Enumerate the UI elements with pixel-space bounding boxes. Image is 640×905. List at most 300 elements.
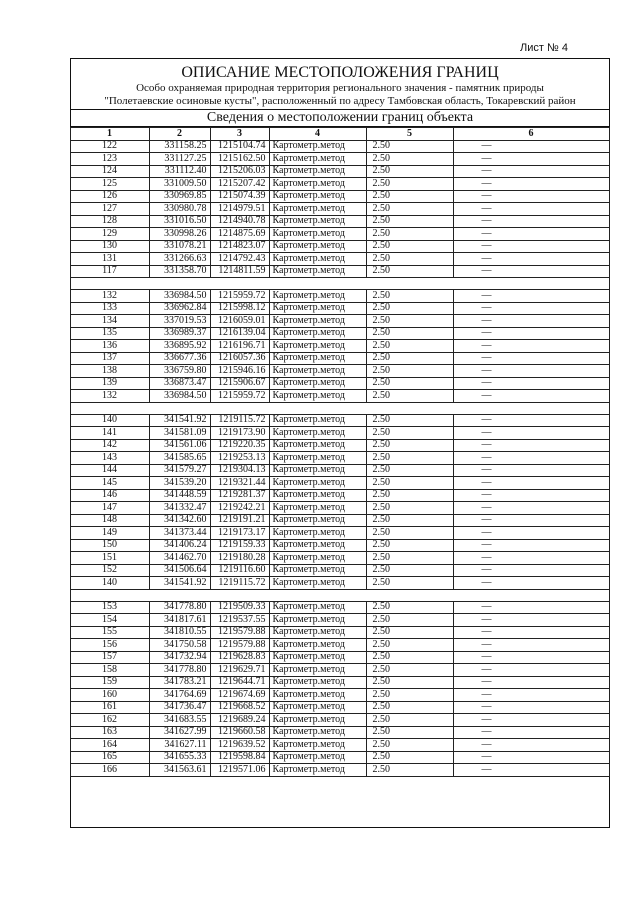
table-row (70, 414, 609, 427)
accuracy-cell: 2.50 (366, 639, 453, 652)
accuracy-cell: 2.50 (366, 577, 453, 590)
description-cell: — (453, 390, 609, 403)
table-row (70, 701, 609, 714)
x-coordinate-cell: 331112.40 (149, 165, 210, 178)
y-coordinate-cell: 1219579.88 (210, 626, 269, 639)
point-number-cell: 124 (70, 165, 149, 178)
x-coordinate-cell: 341342.60 (149, 514, 210, 527)
x-coordinate-cell: 336677.36 (149, 352, 210, 365)
table-row (70, 764, 609, 777)
point-number-cell: 144 (70, 464, 149, 477)
x-coordinate-cell: 341539.20 (149, 477, 210, 490)
point-number-cell: 160 (70, 689, 149, 702)
point-number-cell: 129 (70, 228, 149, 241)
point-number-cell: 137 (70, 352, 149, 365)
accuracy-cell: 2.50 (366, 489, 453, 502)
x-coordinate-cell: 331266.63 (149, 253, 210, 266)
x-coordinate-cell: 341579.27 (149, 464, 210, 477)
accuracy-cell: 2.50 (366, 689, 453, 702)
table-row (70, 228, 609, 241)
point-number-cell: 149 (70, 527, 149, 540)
method-cell: Картометр.метод (269, 614, 366, 627)
accuracy-cell: 2.50 (366, 439, 453, 452)
accuracy-cell: 2.50 (366, 228, 453, 241)
x-coordinate-cell: 341817.61 (149, 614, 210, 627)
accuracy-cell: 2.50 (366, 676, 453, 689)
description-cell: — (453, 639, 609, 652)
accuracy-cell: 2.50 (366, 414, 453, 427)
description-cell: — (453, 165, 609, 178)
y-coordinate-cell: 1219668.52 (210, 701, 269, 714)
table-row (70, 626, 609, 639)
y-coordinate-cell: 1219281.37 (210, 489, 269, 502)
method-cell: Картометр.метод (269, 514, 366, 527)
separator-cell (70, 589, 609, 601)
y-coordinate-cell: 1219660.58 (210, 726, 269, 739)
y-coordinate-cell: 1215206.03 (210, 165, 269, 178)
x-coordinate-cell: 341406.24 (149, 539, 210, 552)
accuracy-cell: 2.50 (366, 340, 453, 353)
description-cell: — (453, 190, 609, 203)
method-cell: Картометр.метод (269, 140, 366, 153)
y-coordinate-cell: 1215998.12 (210, 302, 269, 315)
x-coordinate-cell: 336984.50 (149, 290, 210, 303)
method-cell: Картометр.метод (269, 726, 366, 739)
document-frame (70, 58, 610, 828)
accuracy-cell: 2.50 (366, 165, 453, 178)
table-row (70, 639, 609, 652)
method-cell: Картометр.метод (269, 302, 366, 315)
method-cell: Картометр.метод (269, 327, 366, 340)
x-coordinate-cell: 341810.55 (149, 626, 210, 639)
table-row (70, 377, 609, 390)
accuracy-cell: 2.50 (366, 664, 453, 677)
point-number-cell: 138 (70, 365, 149, 378)
column-header: 3 (210, 128, 269, 141)
x-coordinate-cell: 336759.80 (149, 365, 210, 378)
table-row (70, 714, 609, 727)
x-coordinate-cell: 331158.25 (149, 140, 210, 153)
x-coordinate-cell: 337019.53 (149, 315, 210, 328)
y-coordinate-cell: 1214940.78 (210, 215, 269, 228)
table-row (70, 265, 609, 278)
y-coordinate-cell: 1214979.51 (210, 203, 269, 216)
method-cell: Картометр.метод (269, 265, 366, 278)
description-cell: — (453, 427, 609, 440)
table-row (70, 527, 609, 540)
y-coordinate-cell: 1215959.72 (210, 390, 269, 403)
description-cell: — (453, 327, 609, 340)
method-cell: Картометр.метод (269, 739, 366, 752)
method-cell: Картометр.метод (269, 564, 366, 577)
x-coordinate-cell: 341585.65 (149, 452, 210, 465)
table-row (70, 539, 609, 552)
point-number-cell: 128 (70, 215, 149, 228)
description-cell: — (453, 140, 609, 153)
document-header (71, 59, 609, 109)
table-row (70, 315, 609, 328)
description-cell: — (453, 414, 609, 427)
accuracy-cell: 2.50 (366, 215, 453, 228)
y-coordinate-cell: 1216059.01 (210, 315, 269, 328)
method-cell: Картометр.метод (269, 664, 366, 677)
y-coordinate-cell: 1219644.71 (210, 676, 269, 689)
table-row (70, 664, 609, 677)
accuracy-cell: 2.50 (366, 365, 453, 378)
separator-cell (70, 402, 609, 414)
table-row (70, 676, 609, 689)
point-number-cell: 158 (70, 664, 149, 677)
point-number-cell: 165 (70, 751, 149, 764)
x-coordinate-cell: 341561.06 (149, 439, 210, 452)
description-cell: — (453, 365, 609, 378)
y-coordinate-cell: 1219689.24 (210, 714, 269, 727)
method-cell: Картометр.метод (269, 489, 366, 502)
table-row (70, 464, 609, 477)
y-coordinate-cell: 1219220.35 (210, 439, 269, 452)
point-number-cell: 154 (70, 614, 149, 627)
description-cell: — (453, 452, 609, 465)
table-row (70, 352, 609, 365)
y-coordinate-cell: 1219674.69 (210, 689, 269, 702)
point-number-cell: 130 (70, 240, 149, 253)
y-coordinate-cell: 1216139.04 (210, 327, 269, 340)
accuracy-cell: 2.50 (366, 714, 453, 727)
column-header: 5 (366, 128, 453, 141)
x-coordinate-cell: 341750.58 (149, 639, 210, 652)
method-cell: Картометр.метод (269, 452, 366, 465)
table-row (70, 302, 609, 315)
accuracy-cell: 2.50 (366, 427, 453, 440)
y-coordinate-cell: 1214823.07 (210, 240, 269, 253)
y-coordinate-cell: 1219115.72 (210, 577, 269, 590)
description-cell: — (453, 352, 609, 365)
table-row (70, 153, 609, 166)
table-row (70, 165, 609, 178)
method-cell: Картометр.метод (269, 190, 366, 203)
description-cell: — (453, 626, 609, 639)
y-coordinate-cell: 1215074.39 (210, 190, 269, 203)
y-coordinate-cell: 1215104.74 (210, 140, 269, 153)
point-number-cell: 122 (70, 140, 149, 153)
description-cell: — (453, 178, 609, 191)
point-number-cell: 164 (70, 739, 149, 752)
table-row (70, 190, 609, 203)
description-cell: — (453, 664, 609, 677)
x-coordinate-cell: 341627.11 (149, 739, 210, 752)
table-row (70, 340, 609, 353)
method-cell: Картометр.метод (269, 539, 366, 552)
method-cell: Картометр.метод (269, 477, 366, 490)
description-cell: — (453, 651, 609, 664)
point-number-cell: 127 (70, 203, 149, 216)
description-cell: — (453, 726, 609, 739)
x-coordinate-cell: 331127.25 (149, 153, 210, 166)
table-row (70, 614, 609, 627)
point-number-cell: 125 (70, 178, 149, 191)
accuracy-cell: 2.50 (366, 315, 453, 328)
y-coordinate-cell: 1219598.84 (210, 751, 269, 764)
accuracy-cell: 2.50 (366, 390, 453, 403)
y-coordinate-cell: 1219253.13 (210, 452, 269, 465)
y-coordinate-cell: 1219639.52 (210, 739, 269, 752)
method-cell: Картометр.метод (269, 751, 366, 764)
method-cell: Картометр.метод (269, 552, 366, 565)
point-number-cell: 142 (70, 439, 149, 452)
description-cell: — (453, 601, 609, 614)
boundary-table (70, 127, 610, 777)
header-line-2: Особо охраняемая природная территория регионального значения - памятник природы (136, 82, 544, 94)
method-cell: Картометр.метод (269, 390, 366, 403)
accuracy-cell: 2.50 (366, 527, 453, 540)
x-coordinate-cell: 331078.21 (149, 240, 210, 253)
y-coordinate-cell: 1219628.83 (210, 651, 269, 664)
method-cell: Картометр.метод (269, 414, 366, 427)
method-cell: Картометр.метод (269, 165, 366, 178)
column-header: 2 (149, 128, 210, 141)
method-cell: Картометр.метод (269, 253, 366, 266)
point-number-cell: 145 (70, 477, 149, 490)
y-coordinate-cell: 1219571.06 (210, 764, 269, 777)
description-cell: — (453, 265, 609, 278)
accuracy-cell: 2.50 (366, 178, 453, 191)
accuracy-cell: 2.50 (366, 253, 453, 266)
y-coordinate-cell: 1219191.21 (210, 514, 269, 527)
x-coordinate-cell: 331016.50 (149, 215, 210, 228)
boundary-table-body (70, 128, 609, 777)
y-coordinate-cell: 1215946.16 (210, 365, 269, 378)
x-coordinate-cell: 336895.92 (149, 340, 210, 353)
method-cell: Картометр.метод (269, 352, 366, 365)
sheet-number: Лист № 4 (520, 42, 568, 54)
x-coordinate-cell: 341506.64 (149, 564, 210, 577)
accuracy-cell: 2.50 (366, 739, 453, 752)
x-coordinate-cell: 330980.78 (149, 203, 210, 216)
x-coordinate-cell: 341581.09 (149, 427, 210, 440)
y-coordinate-cell: 1214875.69 (210, 228, 269, 241)
y-coordinate-cell: 1215207.42 (210, 178, 269, 191)
method-cell: Картометр.метод (269, 365, 366, 378)
method-cell: Картометр.метод (269, 701, 366, 714)
accuracy-cell: 2.50 (366, 764, 453, 777)
y-coordinate-cell: 1219579.88 (210, 639, 269, 652)
description-cell: — (453, 552, 609, 565)
y-coordinate-cell: 1216196.71 (210, 340, 269, 353)
accuracy-cell: 2.50 (366, 539, 453, 552)
table-row (70, 577, 609, 590)
table-row (70, 427, 609, 440)
method-cell: Картометр.метод (269, 215, 366, 228)
x-coordinate-cell: 331358.70 (149, 265, 210, 278)
accuracy-cell: 2.50 (366, 352, 453, 365)
description-cell: — (453, 514, 609, 527)
x-coordinate-cell: 336989.37 (149, 327, 210, 340)
point-number-cell: 157 (70, 651, 149, 664)
point-number-cell: 150 (70, 539, 149, 552)
description-cell: — (453, 153, 609, 166)
x-coordinate-cell: 341373.44 (149, 527, 210, 540)
description-cell: — (453, 689, 609, 702)
method-cell: Картометр.метод (269, 178, 366, 191)
table-row (70, 689, 609, 702)
description-cell: — (453, 614, 609, 627)
description-cell: — (453, 539, 609, 552)
table-row (70, 439, 609, 452)
point-number-cell: 141 (70, 427, 149, 440)
accuracy-cell: 2.50 (366, 452, 453, 465)
accuracy-cell: 2.50 (366, 651, 453, 664)
y-coordinate-cell: 1219173.17 (210, 527, 269, 540)
y-coordinate-cell: 1219173.90 (210, 427, 269, 440)
x-coordinate-cell: 341732.94 (149, 651, 210, 664)
description-cell: — (453, 253, 609, 266)
description-cell: — (453, 701, 609, 714)
method-cell: Картометр.метод (269, 601, 366, 614)
x-coordinate-cell: 341627.99 (149, 726, 210, 739)
point-number-cell: 140 (70, 577, 149, 590)
point-number-cell: 123 (70, 153, 149, 166)
method-cell: Картометр.метод (269, 228, 366, 241)
point-number-cell: 153 (70, 601, 149, 614)
method-cell: Картометр.метод (269, 639, 366, 652)
description-cell: — (453, 290, 609, 303)
x-coordinate-cell: 341764.69 (149, 689, 210, 702)
accuracy-cell: 2.50 (366, 153, 453, 166)
y-coordinate-cell: 1219509.33 (210, 601, 269, 614)
point-number-cell: 132 (70, 390, 149, 403)
x-coordinate-cell: 330998.26 (149, 228, 210, 241)
x-coordinate-cell: 336962.84 (149, 302, 210, 315)
accuracy-cell: 2.50 (366, 564, 453, 577)
method-cell: Картометр.метод (269, 203, 366, 216)
table-row (70, 502, 609, 515)
point-number-cell: 132 (70, 290, 149, 303)
y-coordinate-cell: 1219304.13 (210, 464, 269, 477)
method-cell: Картометр.метод (269, 626, 366, 639)
accuracy-cell: 2.50 (366, 614, 453, 627)
method-cell: Картометр.метод (269, 714, 366, 727)
accuracy-cell: 2.50 (366, 502, 453, 515)
y-coordinate-cell: 1219159.33 (210, 539, 269, 552)
group-separator-row (70, 278, 609, 290)
x-coordinate-cell: 331009.50 (149, 178, 210, 191)
method-cell: Картометр.метод (269, 439, 366, 452)
table-row (70, 477, 609, 490)
description-cell: — (453, 215, 609, 228)
point-number-cell: 161 (70, 701, 149, 714)
point-number-cell: 146 (70, 489, 149, 502)
y-coordinate-cell: 1215162.50 (210, 153, 269, 166)
method-cell: Картометр.метод (269, 377, 366, 390)
point-number-cell: 117 (70, 265, 149, 278)
y-coordinate-cell: 1214811.59 (210, 265, 269, 278)
y-coordinate-cell: 1216057.36 (210, 352, 269, 365)
accuracy-cell: 2.50 (366, 701, 453, 714)
description-cell: — (453, 502, 609, 515)
x-coordinate-cell: 341332.47 (149, 502, 210, 515)
column-header: 4 (269, 128, 366, 141)
point-number-cell: 156 (70, 639, 149, 652)
method-cell: Картометр.метод (269, 315, 366, 328)
x-coordinate-cell: 336873.47 (149, 377, 210, 390)
method-cell: Картометр.метод (269, 764, 366, 777)
description-cell: — (453, 203, 609, 216)
column-header-row (70, 128, 609, 141)
section-title: Сведения о местоположении границ объекта (71, 109, 609, 127)
y-coordinate-cell: 1219116.60 (210, 564, 269, 577)
x-coordinate-cell: 336984.50 (149, 390, 210, 403)
point-number-cell: 152 (70, 564, 149, 577)
x-coordinate-cell: 341683.55 (149, 714, 210, 727)
y-coordinate-cell: 1215906.67 (210, 377, 269, 390)
y-coordinate-cell: 1219537.55 (210, 614, 269, 627)
point-number-cell: 148 (70, 514, 149, 527)
method-cell: Картометр.метод (269, 577, 366, 590)
table-row (70, 726, 609, 739)
point-number-cell: 139 (70, 377, 149, 390)
table-row (70, 514, 609, 527)
accuracy-cell: 2.50 (366, 514, 453, 527)
y-coordinate-cell: 1219180.28 (210, 552, 269, 565)
table-row (70, 253, 609, 266)
point-number-cell: 166 (70, 764, 149, 777)
table-row (70, 290, 609, 303)
column-header: 1 (70, 128, 149, 141)
table-row (70, 489, 609, 502)
accuracy-cell: 2.50 (366, 477, 453, 490)
accuracy-cell: 2.50 (366, 726, 453, 739)
x-coordinate-cell: 341778.80 (149, 664, 210, 677)
table-row (70, 178, 609, 191)
x-coordinate-cell: 341462.70 (149, 552, 210, 565)
method-cell: Картометр.метод (269, 689, 366, 702)
point-number-cell: 151 (70, 552, 149, 565)
table-row (70, 552, 609, 565)
description-cell: — (453, 714, 609, 727)
point-number-cell: 159 (70, 676, 149, 689)
x-coordinate-cell: 330969.85 (149, 190, 210, 203)
table-row (70, 203, 609, 216)
table-row (70, 215, 609, 228)
y-coordinate-cell: 1219629.71 (210, 664, 269, 677)
method-cell: Картометр.метод (269, 240, 366, 253)
point-number-cell: 134 (70, 315, 149, 328)
accuracy-cell: 2.50 (366, 302, 453, 315)
method-cell: Картометр.метод (269, 502, 366, 515)
description-cell: — (453, 751, 609, 764)
accuracy-cell: 2.50 (366, 240, 453, 253)
description-cell: — (453, 464, 609, 477)
method-cell: Картометр.метод (269, 464, 366, 477)
table-row (70, 365, 609, 378)
group-separator-row (70, 402, 609, 414)
x-coordinate-cell: 341541.92 (149, 577, 210, 590)
table-row (70, 601, 609, 614)
x-coordinate-cell: 341736.47 (149, 701, 210, 714)
y-coordinate-cell: 1219242.21 (210, 502, 269, 515)
document-title: ОПИСАНИЕ МЕСТОПОЛОЖЕНИЯ ГРАНИЦ (181, 64, 499, 81)
description-cell: — (453, 302, 609, 315)
method-cell: Картометр.метод (269, 676, 366, 689)
description-cell: — (453, 527, 609, 540)
table-row (70, 390, 609, 403)
accuracy-cell: 2.50 (366, 377, 453, 390)
column-header: 6 (453, 128, 609, 141)
table-row (70, 564, 609, 577)
description-cell: — (453, 676, 609, 689)
table-row (70, 739, 609, 752)
table-row (70, 327, 609, 340)
